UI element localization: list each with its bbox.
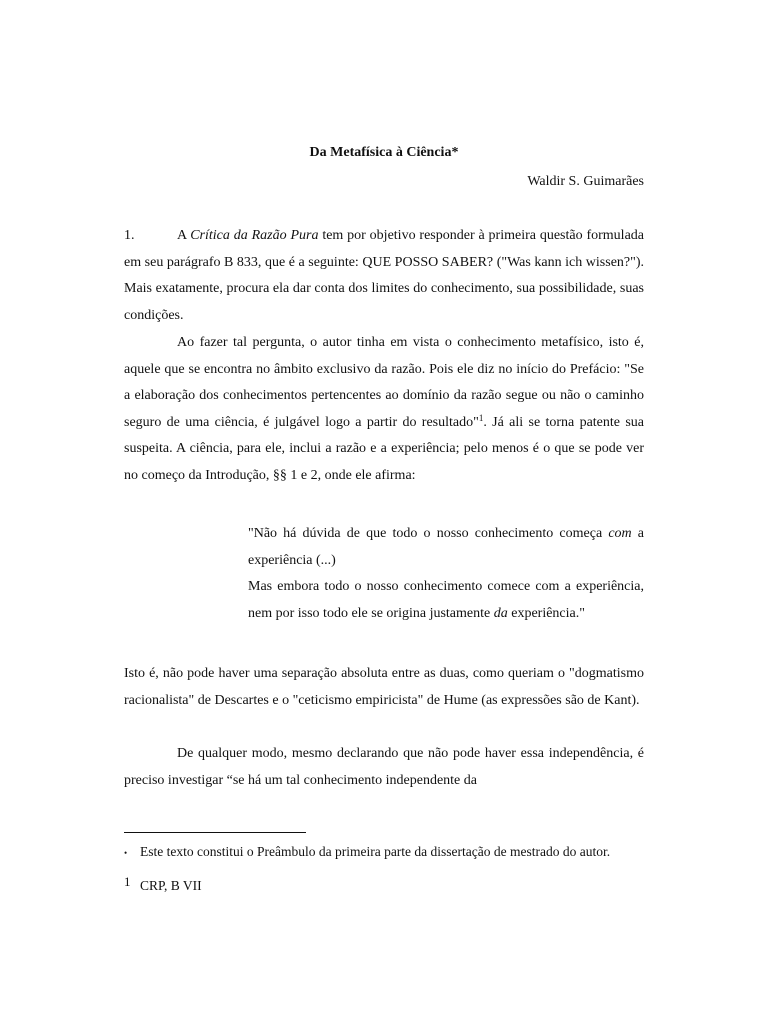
footnote-bullet: • [124,847,128,858]
footnote-separator [124,832,306,833]
paragraph-3: Isto é, não pode haver uma separação absoluta entre as duas, como queriam o "dogmatismo racionalista" de Descartes e o "ceticismo empiricista" de Hume (as expressões são de Kant). [124,666,644,708]
footnote-star [124,844,610,860]
footnote-1-text: CRP, B VII [140,878,202,893]
book-title-italic: Crítica da Razão Pura [190,228,319,243]
quote-line-2-end: experiência." [507,605,585,621]
quote-line-1-text: "Não há dúvida de que todo o nosso conhecimento começa [248,526,609,541]
paragraph-2-text: Ao fazer tal pergunta, o autor tinha em vista o conhecimento metafísico, isto é, aquele que se encontra no âmbito exclusivo da razão. Pois ele diz no início do Prefácio: "Se a elaboração dos conhecimentos pertencentes ao domínio da razão segue ou não o caminho seguro de uma ciência, é julgável logo a partir do resultado" [124,335,644,430]
quote-line-2-text: Mas embora todo o nosso conhecimento comece com a experiência, nem por isso todo ele se origina justamente [248,579,644,621]
author-name: Waldir S. Guimarães [527,174,644,189]
paragraph-1 [124,223,644,329]
quote-line-1 [248,521,644,574]
paragraph-1-rest: tem por objetivo responder à primeira questão formulada em seu parágrafo B 833, que é a seguinte: QUE POSSO SABER? ("Was kann ich wissen?"). Mais exatamente, procura ela dar conta dos limites do conhecimento, sua possibilidade, suas condições. [124,228,644,323]
paragraph-4: De qualquer modo, mesmo declarando que não pode haver essa independência, é preciso investigar “se há um tal conhecimento independente da [124,746,644,788]
footnote-1 [124,874,202,894]
paragraph-1-lead: A [177,228,191,243]
quote-emphasis-com: com [608,526,632,541]
quote-emphasis-da: da [493,605,508,621]
footnote-1-mark: 1 [124,874,131,889]
paragraph-number: 1. [124,228,135,243]
paragraph-2 [124,330,644,489]
block-quote [248,521,644,627]
paragraph-2-continuation: . Já ali se torna patente sua suspeita. A ciência, para ele, inclui a razão e a experiência; pelo menos é o que se pode ver no começo da Introdução, §§ 1 e 2, onde ele afirma: [124,414,644,483]
quote-line-1-end: a experiência (...) [248,526,645,568]
quote-line-2 [248,574,644,627]
footnote-star-text: Este texto constitui o Preâmbulo da primeira parte da dissertação de mestrado do autor. [140,844,611,859]
footnote-reference-1: 1 [478,412,484,423]
document-title: Da Metafísica à Ciência* [309,145,459,160]
